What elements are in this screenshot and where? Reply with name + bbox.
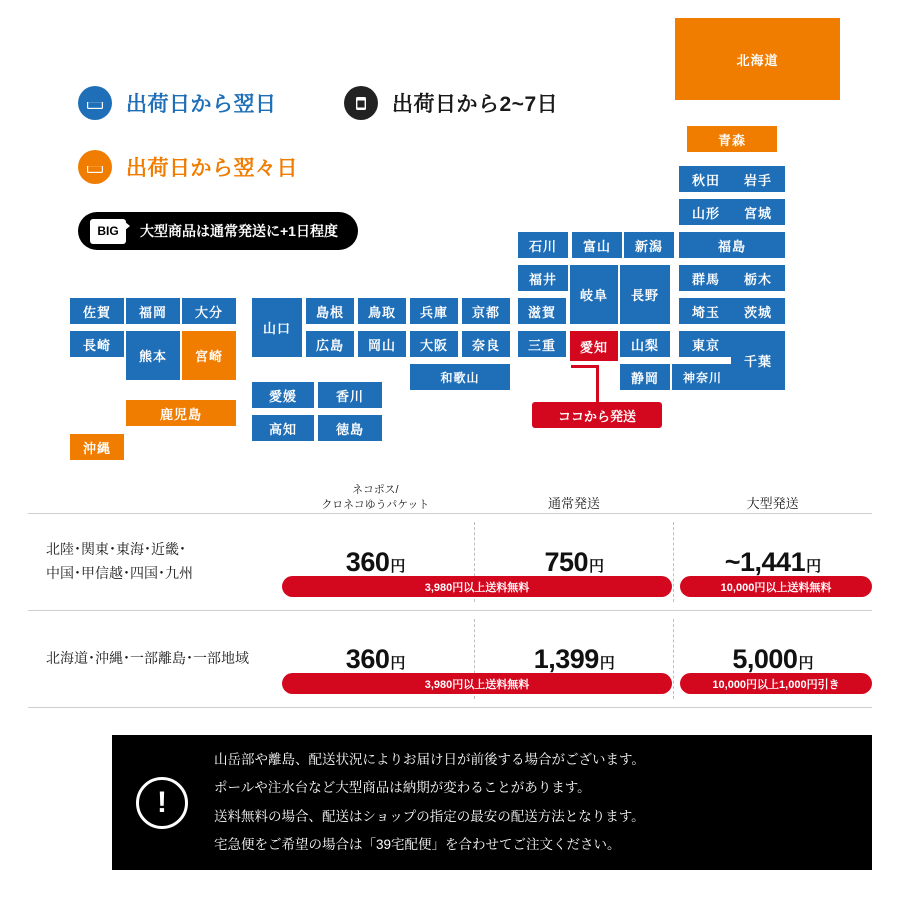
pref-tochigi[interactable]: 栃木 bbox=[731, 265, 785, 291]
pref-fukushima[interactable]: 福島 bbox=[679, 232, 785, 258]
pref-shiga[interactable]: 滋賀 bbox=[518, 298, 566, 324]
pref-kochi[interactable]: 高知 bbox=[252, 415, 314, 441]
pref-kyoto[interactable]: 京都 bbox=[462, 298, 510, 324]
pref-chiba[interactable]: 千葉 bbox=[731, 331, 785, 390]
pref-kagoshima[interactable]: 鹿児島 bbox=[126, 400, 236, 426]
table-header-nekopos-line1: ネコポス/ bbox=[352, 483, 399, 496]
table-header-nekopos bbox=[276, 483, 475, 513]
pref-kanagawa[interactable]: 神奈川 bbox=[672, 364, 733, 390]
pref-kumamoto[interactable]: 熊本 bbox=[126, 331, 180, 380]
notice-line-1: 山岳部や離島、配送状況によりお届け日が前後する場合がございます。 bbox=[214, 751, 645, 767]
pref-hokkaido[interactable]: 北海道 bbox=[675, 18, 840, 100]
big-badge: BIG bbox=[90, 219, 126, 244]
notice-line-4: 宅急便をご希望の場合は「39宅配便」を合わせてご注文ください。 bbox=[214, 836, 621, 852]
pref-aomori[interactable]: 青森 bbox=[687, 126, 777, 152]
pref-miyagi[interactable]: 宮城 bbox=[731, 199, 785, 225]
price-normal-2: 1,399円 bbox=[533, 643, 615, 674]
pref-nagasaki[interactable]: 長崎 bbox=[70, 331, 124, 357]
price-large-2: 5,000円 bbox=[732, 643, 813, 674]
shipping-fee-table bbox=[28, 455, 872, 708]
origin-connector-vertical bbox=[596, 365, 599, 403]
table-divider-bottom bbox=[28, 707, 872, 708]
origin-label: ココから発送 bbox=[532, 402, 662, 428]
pref-gifu[interactable]: 岐阜 bbox=[570, 265, 618, 324]
pref-yamaguchi[interactable]: 山口 bbox=[252, 298, 302, 357]
pref-ishikawa[interactable]: 石川 bbox=[518, 232, 568, 258]
table-row bbox=[28, 514, 872, 610]
pref-kagawa[interactable]: 香川 bbox=[318, 382, 382, 408]
pref-ehime[interactable]: 愛媛 bbox=[252, 382, 314, 408]
pref-toyama[interactable]: 富山 bbox=[572, 232, 622, 258]
large-discount-tag-row2: 10,000円以上1,000円引き bbox=[680, 673, 872, 694]
pref-oita[interactable]: 大分 bbox=[182, 298, 236, 324]
free-shipping-tag-row2: 3,980円以上送料無料 bbox=[282, 673, 672, 694]
notice-box bbox=[112, 735, 872, 870]
pref-fukuoka[interactable]: 福岡 bbox=[126, 298, 180, 324]
pref-osaka[interactable]: 大阪 bbox=[410, 331, 458, 357]
pref-saitama[interactable]: 埼玉 bbox=[679, 298, 733, 324]
exclamation-icon: ! bbox=[136, 777, 188, 829]
pref-ibaraki[interactable]: 茨城 bbox=[731, 298, 785, 324]
legend-label-next-day: 出荷日から翌日 bbox=[126, 93, 277, 116]
pref-shizuoka[interactable]: 静岡 bbox=[620, 364, 670, 390]
price-nekopos-1: 360円 bbox=[345, 546, 405, 577]
pref-okinawa[interactable]: 沖縄 bbox=[70, 434, 124, 460]
region-1-line1: 北陸･関東･東海･近畿･ bbox=[46, 541, 186, 558]
table-row bbox=[28, 611, 872, 707]
pref-wakayama[interactable]: 和歌山 bbox=[410, 364, 510, 390]
pref-akita[interactable]: 秋田 bbox=[679, 166, 733, 192]
price-normal-1: 750円 bbox=[544, 546, 604, 577]
large-discount-tag-row1: 10,000円以上送料無料 bbox=[680, 576, 872, 597]
pref-tokyo[interactable]: 東京 bbox=[679, 331, 733, 357]
pref-nagano[interactable]: 長野 bbox=[620, 265, 670, 324]
table-row-region-2 bbox=[28, 647, 276, 671]
price-nekopos-2: 360円 bbox=[345, 643, 405, 674]
legend-label-2nd-day: 出荷日から翌々日 bbox=[126, 157, 298, 180]
pref-hiroshima[interactable]: 広島 bbox=[306, 331, 354, 357]
pref-shimane[interactable]: 島根 bbox=[306, 298, 354, 324]
pref-tottori[interactable]: 鳥取 bbox=[358, 298, 406, 324]
pref-miyazaki[interactable]: 宮崎 bbox=[182, 331, 236, 380]
free-shipping-tag-row1: 3,980円以上送料無料 bbox=[282, 576, 672, 597]
pref-aichi[interactable]: 愛知 bbox=[570, 331, 618, 361]
table-header-large: 大型発送 bbox=[746, 495, 799, 511]
pref-hyogo[interactable]: 兵庫 bbox=[410, 298, 458, 324]
pref-nara[interactable]: 奈良 bbox=[462, 331, 510, 357]
pref-okayama[interactable]: 岡山 bbox=[358, 331, 406, 357]
price-large-1: ~1,441円 bbox=[724, 546, 821, 577]
pref-iwate[interactable]: 岩手 bbox=[731, 166, 785, 192]
pref-fukui[interactable]: 福井 bbox=[518, 265, 568, 291]
table-header-normal: 通常発送 bbox=[548, 495, 601, 511]
pref-gunma[interactable]: 群馬 bbox=[679, 265, 733, 291]
table-row-region-1 bbox=[28, 538, 276, 586]
pref-yamagata[interactable]: 山形 bbox=[679, 199, 733, 225]
pref-yamanashi[interactable]: 山梨 bbox=[620, 331, 670, 357]
region-2-line1: 北海道･沖縄･一部離島･一部地域 bbox=[46, 650, 249, 667]
notice-line-3: 送料無料の場合、配送はショップの指定の最安の配送方法となります。 bbox=[214, 808, 645, 824]
big-note-text: 大型商品は通常発送に+1日程度 bbox=[140, 223, 338, 239]
pref-niigata[interactable]: 新潟 bbox=[624, 232, 674, 258]
pref-tokushima[interactable]: 徳島 bbox=[318, 415, 382, 441]
table-header-nekopos-line2: クロネコゆうパケット bbox=[321, 498, 430, 511]
region-1-line2: 中国･甲信越･四国･九州 bbox=[46, 565, 193, 581]
legend-label-2-7-days: 出荷日から2~7日 bbox=[392, 93, 559, 116]
notice-line-2: ポールや注水台など大型商品は納期が変わることがあります。 bbox=[214, 780, 591, 796]
pref-saga[interactable]: 佐賀 bbox=[70, 298, 124, 324]
origin-connector-horizontal bbox=[571, 365, 599, 368]
pref-mie[interactable]: 三重 bbox=[518, 331, 566, 357]
table-header-row bbox=[28, 455, 872, 513]
notice-text bbox=[214, 746, 645, 859]
